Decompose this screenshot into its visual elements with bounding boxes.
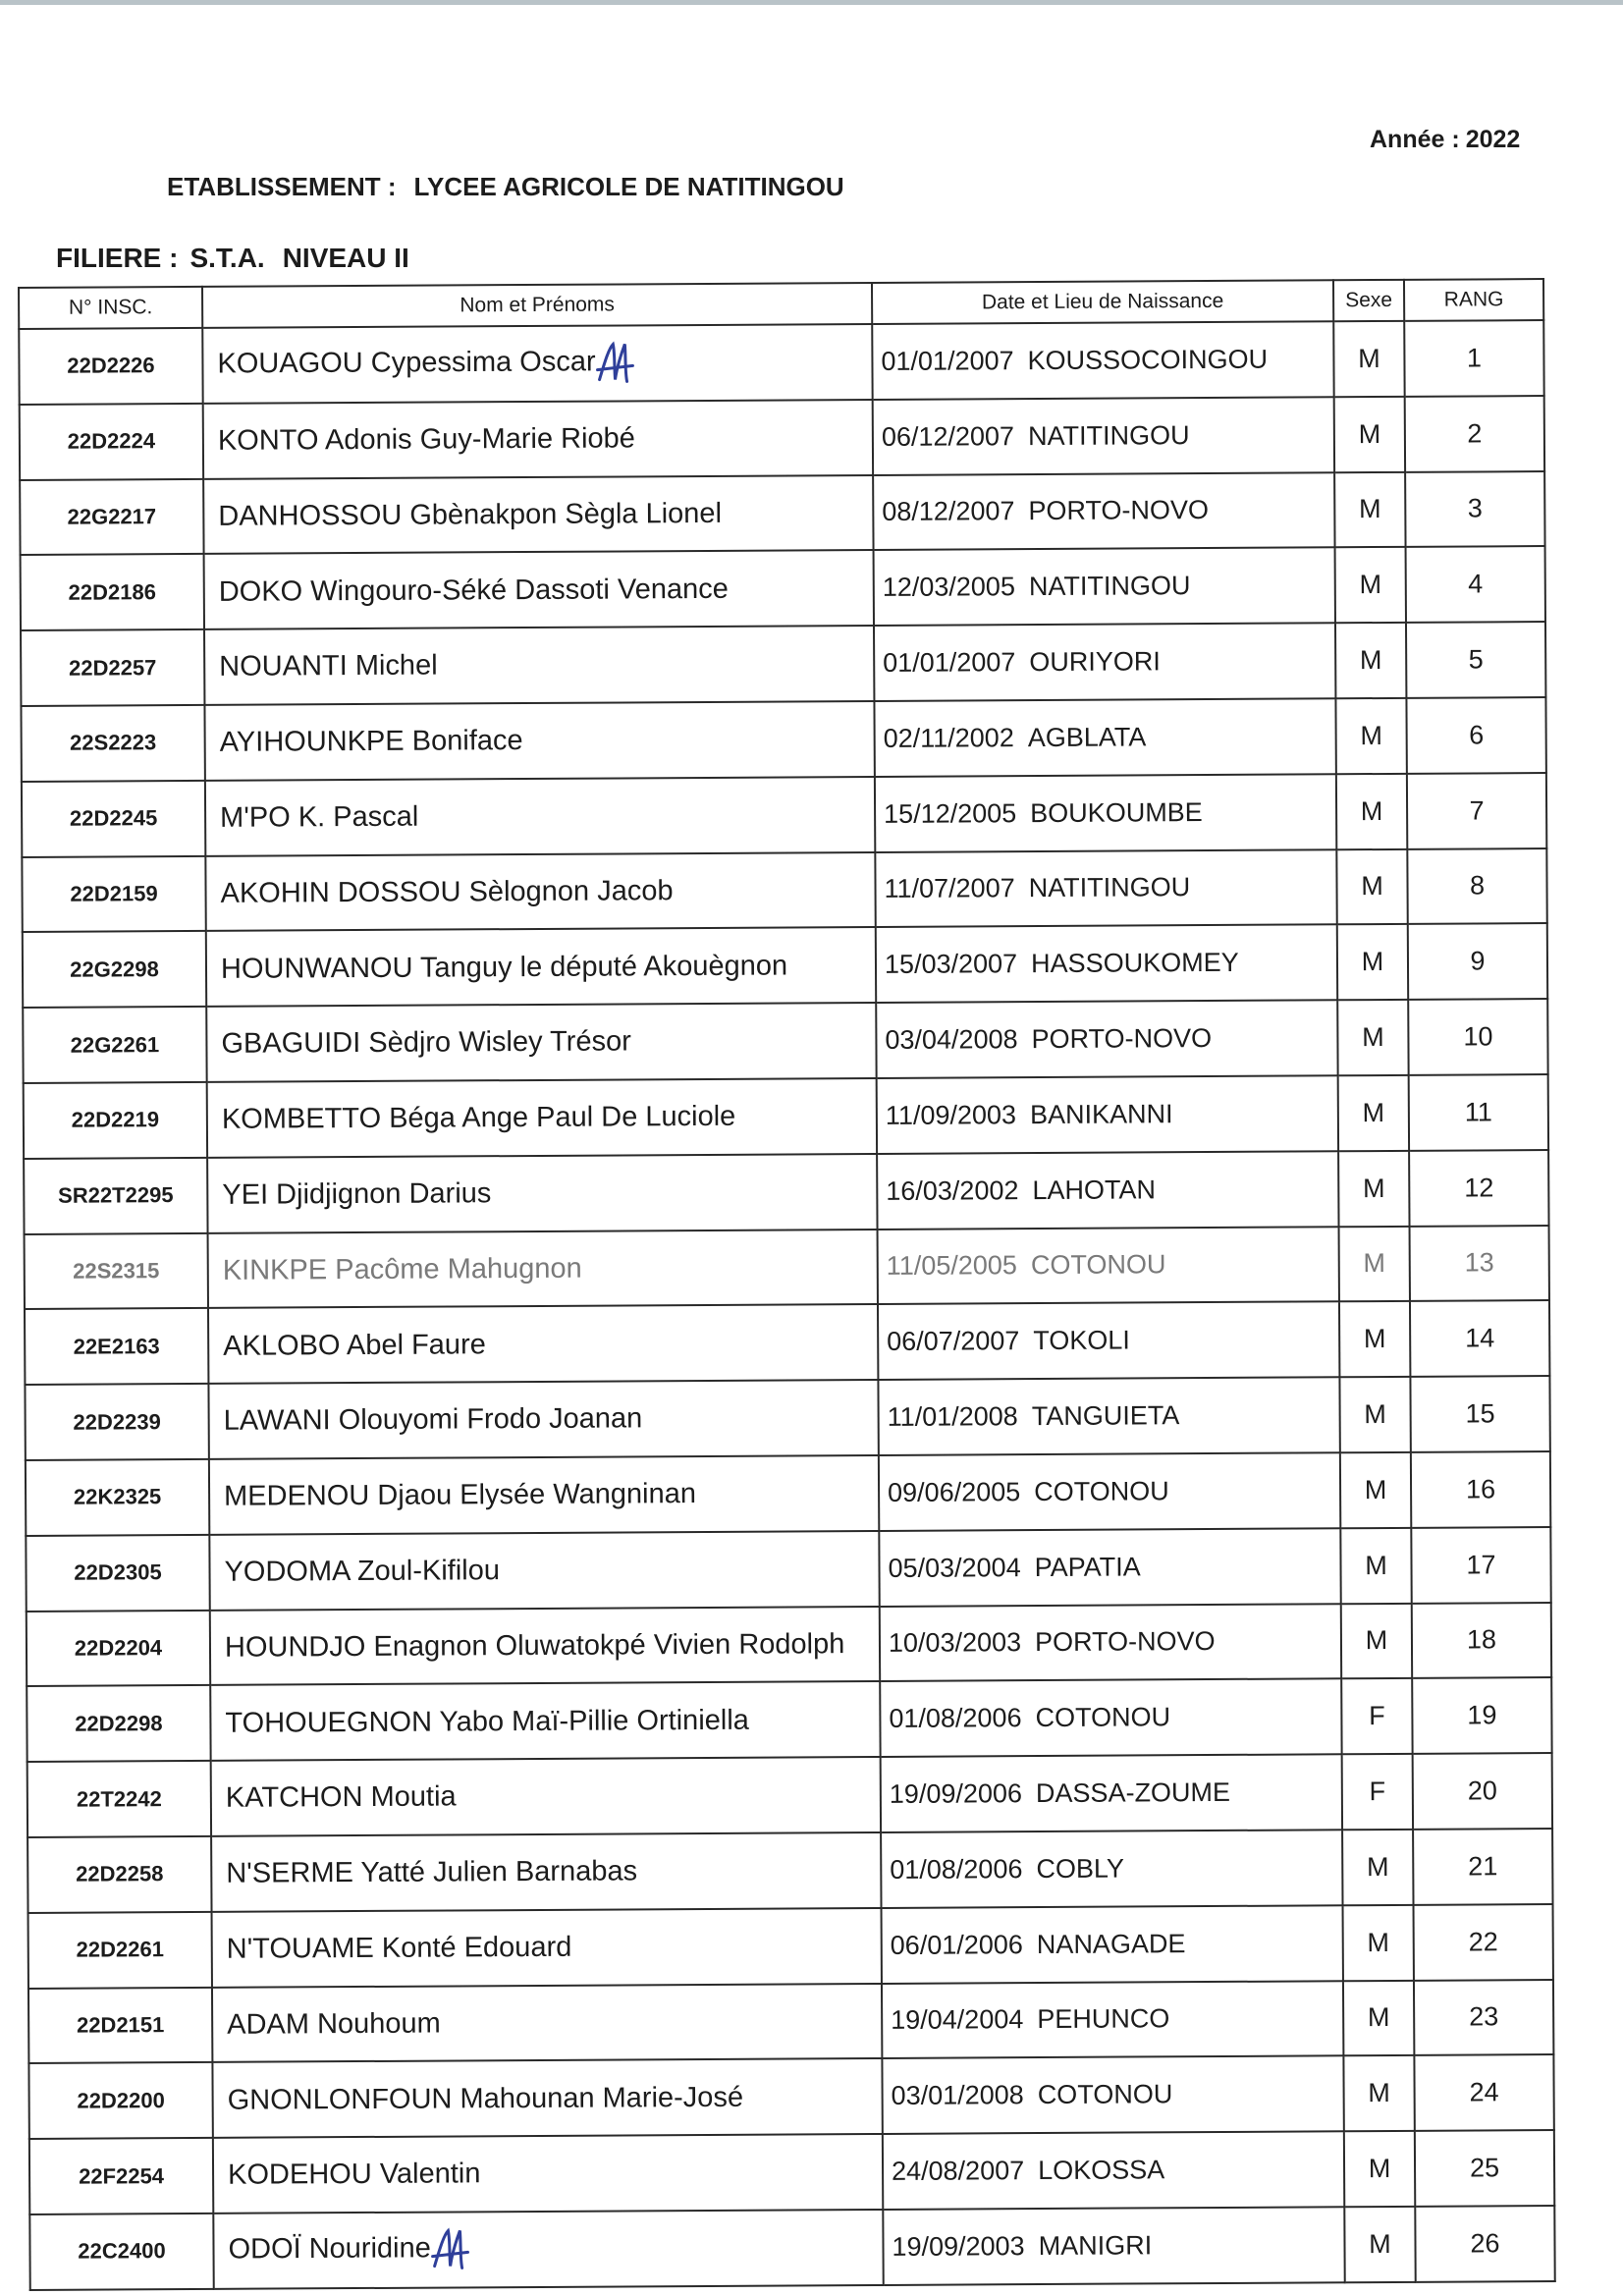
birth-cell (881, 1830, 1342, 1908)
registration-number: 22D2245 (22, 781, 205, 857)
birth-place: COBLY (1036, 1853, 1125, 1884)
registration-number: 22K2325 (26, 1459, 209, 1536)
sex-cell: M (1339, 1377, 1410, 1452)
full-name: KODEHOU Valentin (227, 2158, 481, 2192)
sex-cell: M (1342, 1830, 1413, 1905)
establishment-label: ETABLISSEMENT : (167, 172, 397, 201)
birth-cell (873, 397, 1334, 475)
full-name-cell (211, 1832, 881, 1912)
field-line (56, 243, 409, 274)
establishment-line (167, 172, 844, 202)
birth-date: 12/03/2005 (882, 572, 1016, 603)
birth-place: COTONOU (1037, 2079, 1173, 2110)
full-name-cell (210, 1681, 880, 1761)
birth-date: 24/08/2007 (891, 2156, 1025, 2186)
rank-cell: 6 (1406, 697, 1545, 774)
registration-number: 22T2242 (27, 1761, 211, 1837)
registration-number: 22D2186 (21, 554, 204, 630)
column-header-birth: Date et Lieu de Naissance (872, 280, 1333, 324)
registration-number: 22D2305 (26, 1535, 209, 1612)
year-label: Année : (1370, 126, 1460, 153)
rank-cell: 9 (1408, 923, 1547, 1000)
full-name: AKOHIN DOSSOU Sèlognon Jacob (220, 874, 674, 909)
birth-cell (879, 1528, 1340, 1607)
rank-cell: 1 (1404, 320, 1543, 397)
registration-number: 22D2224 (20, 404, 203, 480)
birth-place: PAPATIA (1034, 1552, 1141, 1582)
registration-number: 22G2217 (20, 479, 203, 556)
table-row (27, 1603, 1551, 1687)
registration-number: 22S2223 (21, 705, 204, 782)
field-value: S.T.A. (189, 243, 265, 273)
registration-number: 22E2163 (25, 1308, 208, 1385)
birth-cell (883, 2207, 1344, 2285)
rank-cell: 3 (1405, 471, 1544, 548)
full-name-cell (210, 1607, 880, 1686)
full-name: HOUNDJO Enagnon Oluwatokpé Vivien Rodolph (224, 1627, 845, 1664)
table-body (19, 320, 1554, 2290)
birth-cell (877, 1151, 1338, 1230)
birth-cell (872, 321, 1333, 400)
registration-number: 22D2151 (28, 1987, 212, 2063)
full-name: HOUNWANOU Tanguy le député Akouègnon (220, 950, 788, 985)
full-name-cell (212, 2058, 882, 2138)
registration-number: 22S2315 (25, 1232, 208, 1309)
full-name-cell (204, 626, 874, 705)
full-name: KONTO Adonis Guy-Marie Riobé (217, 422, 635, 457)
table-row (19, 320, 1543, 405)
full-name: KOMBETTO Béga Ange Paul De Luciole (221, 1100, 736, 1135)
full-name: KINKPE Pacôme Mahugnon (222, 1252, 582, 1286)
registration-number: 22G2298 (23, 931, 206, 1008)
birth-date: 01/08/2006 (889, 1703, 1022, 1734)
column-header-registration: N° INSC. (19, 287, 202, 329)
full-name-cell (203, 400, 873, 479)
birth-date: 06/01/2006 (890, 1929, 1023, 1960)
full-name-cell (206, 1003, 876, 1082)
rank-cell: 20 (1413, 1753, 1552, 1830)
birth-date: 11/09/2003 (885, 1100, 1017, 1130)
birth-place: KOUSSOCOINGOU (1027, 344, 1269, 375)
birth-date: 19/09/2003 (892, 2230, 1025, 2262)
birth-cell (874, 623, 1335, 701)
sex-cell: M (1335, 698, 1406, 774)
full-name: YEI Djidjignon Darius (222, 1177, 492, 1211)
scan-edge (0, 0, 1623, 5)
registration-number: 22D2258 (27, 1836, 211, 1913)
birth-cell (875, 849, 1336, 928)
rank-cell: 24 (1414, 2054, 1553, 2131)
rank-cell: 21 (1413, 1829, 1552, 1905)
birth-cell (880, 1679, 1341, 1758)
birth-cell (880, 1604, 1341, 1682)
rank-cell: 26 (1415, 2206, 1554, 2282)
registration-number: 22D2261 (28, 1912, 212, 1989)
full-name: NOUANTI Michel (219, 649, 438, 683)
birth-place: HASSOUKOMEY (1031, 948, 1239, 979)
registration-number: 22D2219 (24, 1082, 207, 1159)
full-name: N'SERME Yatté Julien Barnabas (226, 1855, 638, 1889)
year-line (1370, 126, 1520, 154)
full-name: AKLOBO Abel Faure (223, 1328, 486, 1362)
rank-cell: 17 (1411, 1527, 1550, 1604)
sex-cell: M (1334, 471, 1405, 547)
birth-cell (874, 698, 1335, 777)
table-row (23, 999, 1547, 1083)
rank-cell: 14 (1410, 1300, 1549, 1377)
full-name: GNONLONFOUN Mahounan Marie-José (227, 2081, 744, 2116)
full-name-cell (205, 777, 875, 856)
table-row (22, 773, 1546, 857)
birth-cell (873, 472, 1334, 551)
registration-number: 22D2159 (22, 855, 205, 932)
birth-cell (882, 2056, 1343, 2135)
birth-cell (883, 2131, 1344, 2210)
table-row (27, 1753, 1552, 1837)
birth-date: 06/12/2007 (881, 420, 1015, 452)
establishment-value: LYCEE AGRICOLE DE NATITINGOU (413, 172, 844, 201)
full-name-cell (207, 1154, 877, 1233)
rank-cell: 12 (1409, 1150, 1548, 1227)
full-name-cell (209, 1455, 879, 1535)
birth-date: 10/03/2003 (888, 1627, 1022, 1659)
full-name-cell (212, 1908, 882, 1988)
full-name: LAWANI Olouyomi Frodo Joanan (223, 1402, 643, 1438)
full-name-cell (204, 701, 874, 781)
registration-number: 22D2239 (25, 1384, 208, 1460)
registration-number: 22D2200 (28, 2062, 212, 2139)
birth-place: AGBLATA (1027, 722, 1147, 752)
birth-place: LAHOTAN (1032, 1174, 1157, 1205)
sex-cell: M (1343, 1980, 1414, 2055)
signature-mark (595, 341, 634, 386)
birth-place: COTONOU (1030, 1249, 1166, 1281)
full-name-cell (207, 1078, 877, 1158)
birth-place: NATITINGOU (1028, 571, 1191, 602)
rank-cell: 16 (1411, 1451, 1550, 1528)
full-name: ODOÏ Nouridine (228, 2232, 431, 2266)
sex-cell: M (1334, 397, 1405, 472)
table-row (20, 471, 1544, 556)
sex-cell: M (1339, 1301, 1410, 1377)
table-row (28, 1904, 1553, 1989)
birth-place: COTONOU (1035, 1702, 1171, 1733)
birth-date: 09/06/2005 (887, 1476, 1021, 1507)
birth-place: BANIKANNI (1029, 1099, 1173, 1129)
full-name: ADAM Nouhoum (227, 2007, 441, 2041)
table-row (20, 396, 1544, 480)
table-row (21, 622, 1545, 706)
birth-cell (877, 1075, 1338, 1154)
birth-place: PORTO-NOVO (1028, 495, 1210, 526)
birth-date: 01/01/2007 (883, 647, 1016, 679)
birth-date: 03/04/2008 (885, 1024, 1018, 1055)
birth-place: TANGUIETA (1031, 1400, 1180, 1432)
table-row (21, 697, 1545, 782)
registration-number: SR22T2295 (24, 1158, 207, 1234)
birth-place: DASSA-ZOUME (1035, 1777, 1231, 1809)
registration-number: 22C2400 (29, 2214, 213, 2290)
ranking-table (18, 278, 1556, 2291)
sex-cell: M (1343, 2055, 1414, 2131)
full-name-cell (204, 550, 874, 629)
full-name-cell (205, 852, 875, 932)
birth-place: PEHUNCO (1037, 2003, 1170, 2035)
full-name-cell (213, 2134, 883, 2214)
full-name-cell (211, 1757, 881, 1836)
full-name: N'TOUAME Konté Edouard (226, 1931, 572, 1965)
birth-cell (876, 1000, 1337, 1078)
birth-place: COTONOU (1034, 1476, 1169, 1506)
field-label: FILIERE : (56, 243, 179, 273)
rank-cell: 13 (1410, 1226, 1549, 1302)
birth-date: 05/03/2004 (888, 1552, 1021, 1583)
birth-place: NATITINGOU (1027, 419, 1190, 451)
table-row (25, 1226, 1549, 1310)
full-name: MEDENOU Djaou Elysée Wangninan (224, 1478, 697, 1512)
birth-date: 01/01/2007 (881, 346, 1014, 376)
birth-date: 03/01/2008 (891, 2080, 1024, 2111)
birth-cell (882, 1981, 1343, 2059)
rank-cell: 19 (1412, 1677, 1551, 1754)
table-row (22, 848, 1546, 933)
sex-cell: M (1344, 2131, 1415, 2207)
rank-cell: 23 (1414, 1980, 1553, 2056)
table-row (29, 2130, 1554, 2214)
sex-cell: M (1341, 1603, 1412, 1678)
sex-cell: M (1338, 1075, 1409, 1151)
rank-cell: 25 (1415, 2130, 1554, 2207)
birth-place: MANIGRI (1038, 2230, 1153, 2261)
registration-number: 22D2226 (19, 328, 202, 405)
table-row (24, 1150, 1548, 1234)
sex-cell: M (1343, 1905, 1414, 1981)
birth-date: 08/12/2007 (882, 496, 1015, 527)
birth-cell (874, 548, 1335, 627)
full-name: M'PO K. Pascal (220, 800, 419, 834)
rank-cell: 5 (1406, 622, 1545, 698)
sex-cell: M (1344, 2207, 1415, 2282)
table-row (28, 1980, 1553, 2064)
rank-cell: 10 (1408, 999, 1547, 1075)
rank-cell: 4 (1406, 546, 1545, 623)
year-value: 2022 (1465, 126, 1521, 153)
full-name-cell (208, 1304, 878, 1384)
full-name: YODOMA Zoul-Kifilou (224, 1555, 501, 1588)
birth-date: 11/07/2007 (884, 873, 1015, 904)
full-name-cell (213, 2210, 883, 2289)
birth-place: NATITINGOU (1028, 872, 1191, 903)
birth-cell (875, 774, 1336, 852)
registration-number: 22D2298 (27, 1685, 210, 1762)
birth-date: 11/05/2005 (886, 1250, 1017, 1282)
birth-date: 15/12/2005 (884, 797, 1017, 829)
full-name-cell (209, 1531, 879, 1611)
birth-date: 19/09/2006 (889, 1778, 1023, 1809)
table-row (27, 1677, 1551, 1762)
sex-cell: M (1333, 321, 1404, 397)
sex-cell: M (1339, 1226, 1410, 1301)
sex-cell: M (1336, 774, 1407, 849)
table-row (24, 1074, 1548, 1159)
full-name-cell (202, 324, 872, 404)
column-header-rank: RANG (1404, 279, 1543, 321)
signature-mark (431, 2227, 470, 2272)
rank-cell: 8 (1407, 848, 1546, 925)
birth-cell (882, 1905, 1343, 1984)
sex-cell: M (1335, 547, 1406, 623)
birth-date: 02/11/2002 (883, 723, 1014, 753)
full-name: KOUAGOU Cypessima Oscar (217, 346, 596, 380)
table-row (21, 546, 1545, 630)
birth-date: 06/07/2007 (887, 1326, 1020, 1357)
level-value: NIVEAU II (282, 243, 409, 273)
birth-place: PORTO-NOVO (1035, 1626, 1216, 1658)
sex-cell: M (1336, 848, 1407, 924)
sex-cell: M (1337, 924, 1408, 1000)
table-row (28, 2054, 1553, 2139)
birth-cell (878, 1377, 1339, 1455)
birth-cell (879, 1452, 1340, 1531)
sex-cell: M (1340, 1528, 1411, 1604)
birth-place: OURIYORI (1029, 646, 1161, 678)
full-name: TOHOUEGNON Yabo Maï-Pillie Ortiniella (225, 1704, 749, 1739)
rank-cell: 2 (1405, 396, 1544, 472)
registration-number: 22G2261 (23, 1007, 206, 1083)
full-name: AYIHOUNKPE Boniface (219, 725, 523, 758)
column-header-name: Nom et Prénoms (202, 283, 872, 328)
full-name: KATCHON Moutia (225, 1780, 457, 1815)
full-name: GBAGUIDI Sèdjro Wisley Trésor (221, 1025, 631, 1061)
sex-cell: M (1340, 1452, 1411, 1528)
table-row (23, 923, 1547, 1008)
full-name: DOKO Wingouro-Séké Dassoti Venance (218, 573, 729, 608)
birth-place: PORTO-NOVO (1031, 1023, 1213, 1055)
rank-cell: 7 (1407, 773, 1546, 849)
birth-place: LOKOSSA (1038, 2155, 1165, 2186)
birth-place: NANAGADE (1036, 1928, 1186, 1959)
full-name-cell (208, 1230, 878, 1309)
birth-date: 01/08/2006 (890, 1853, 1023, 1885)
full-name-cell (208, 1380, 878, 1459)
full-name: DANHOSSOU Gbènakpon Sègla Lionel (218, 497, 723, 532)
birth-cell (878, 1302, 1339, 1381)
rank-cell: 18 (1412, 1603, 1551, 1679)
rank-cell: 15 (1410, 1376, 1549, 1452)
sex-cell: M (1335, 623, 1406, 698)
birth-date: 19/04/2004 (891, 2004, 1024, 2036)
full-name-cell (203, 475, 873, 555)
registration-number: 22D2257 (21, 629, 204, 706)
birth-place: TOKOLI (1033, 1325, 1130, 1356)
rank-cell: 22 (1414, 1904, 1553, 1981)
table-row (25, 1376, 1549, 1460)
full-name-cell (206, 927, 876, 1007)
sex-cell: M (1338, 1151, 1409, 1227)
table-row (29, 2206, 1554, 2290)
sex-cell: F (1342, 1754, 1413, 1830)
birth-date: 15/03/2007 (884, 949, 1018, 980)
birth-cell (878, 1227, 1339, 1305)
table-row (25, 1300, 1549, 1385)
birth-date: 11/01/2008 (887, 1401, 1018, 1432)
full-name-cell (212, 1983, 882, 2062)
sex-cell: F (1341, 1678, 1412, 1754)
registration-number: 22F2254 (29, 2138, 213, 2214)
birth-cell (881, 1754, 1342, 1832)
table-row (27, 1829, 1552, 1913)
column-header-sex: Sexe (1333, 280, 1404, 321)
birth-cell (876, 925, 1337, 1004)
birth-place: BOUKOUMBE (1030, 796, 1203, 828)
birth-date: 16/03/2002 (886, 1175, 1019, 1206)
table-row (26, 1527, 1550, 1612)
registration-number: 22D2204 (27, 1610, 210, 1686)
sex-cell: M (1337, 1000, 1408, 1075)
table-row (26, 1451, 1550, 1536)
rank-cell: 11 (1409, 1074, 1548, 1151)
